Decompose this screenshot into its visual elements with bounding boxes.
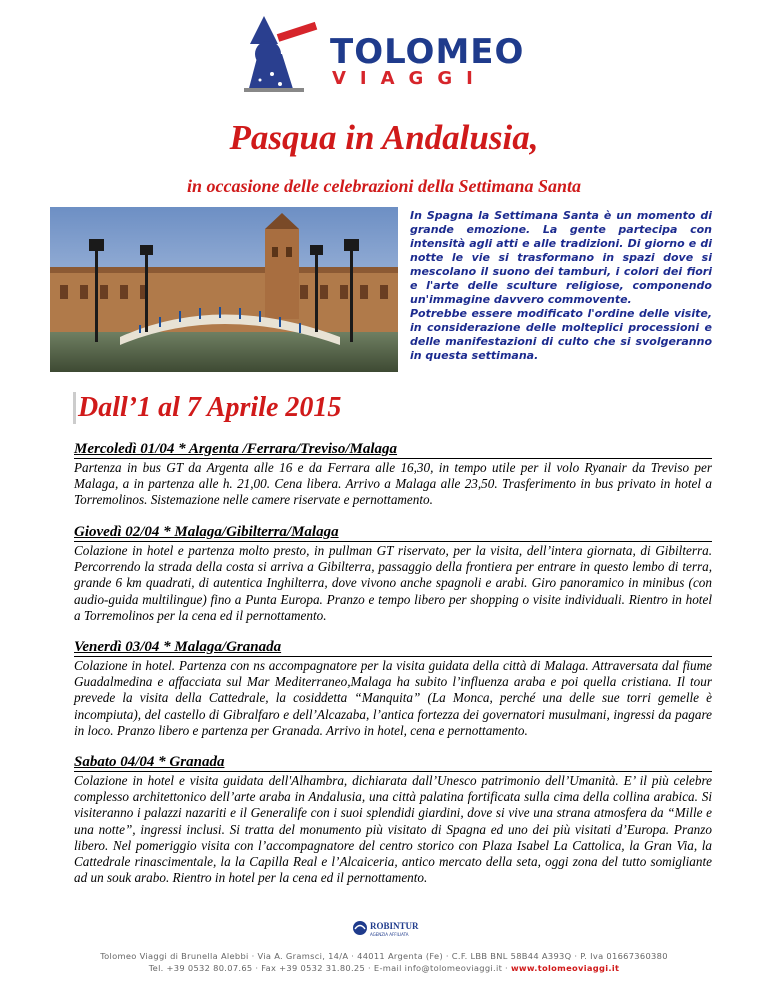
dates-heading: Dall’1 al 7 Aprile 2015: [73, 392, 341, 424]
robintur-logo: [352, 918, 419, 942]
day-heading: Venerdì 03/04 * Malaga/Granada: [74, 638, 712, 657]
logo-subwordmark: VIAGGI: [332, 68, 487, 89]
day-section: [74, 638, 712, 739]
footer-address: Tolomeo Viaggi di Brunella Alebbi · Via A. Gramsci, 14/A · 44011 Argenta (Fe) · C.F. LBB BNL 58B44 A393Q · P. Iva 01667360380: [100, 951, 668, 961]
logo-wordmark: TOLOMEO: [330, 32, 525, 72]
plaza-de-espana-photo: [50, 207, 398, 372]
day-heading: Giovedì 02/04 * Malaga/Gibilterra/Malaga: [74, 523, 712, 542]
footer-contacts: [0, 963, 768, 973]
footer-website-link[interactable]: www.tolomeoviaggi.it: [510, 963, 620, 973]
page-title: Pasqua in Andalusia,: [229, 118, 539, 157]
day-description: Colazione in hotel. Partenza con ns accompagnatore per la visita guidata della città di Malaga. Attraversata dal fiume Guadalmedina e affacciata sul Mar Mediterraneo,Malaga ha subito l’influenza araba e poi quella cristiana. Il tour prevede la visita della Cattedrale, la cosiddetta “Manquita” (La Monca, perché una delle sue torri gemelle è incompiuta), del castello di Gibralfaro e dell’Alcazaba, l’antica fortezza dei governatori musulmani, ingressi da pagare in loco. Pranzo libero e partenza per Granada. Arrivo in hotel, cena e pernottamento.: [74, 658, 712, 738]
intro-note: Potrebbe essere modificato l'ordine delle visite, in considerazione delle molteplici processioni e delle manifestazioni di culto che si svolgeranno in questa settimana.: [410, 307, 712, 362]
day-section: [74, 753, 712, 886]
page-subtitle: in occasione delle celebrazioni della Settimana Santa: [187, 176, 581, 196]
day-heading: Sabato 04/04 * Granada: [74, 753, 712, 772]
day-description: Colazione in hotel e visita guidata dell'Alhambra, dichiarata dall’Unesco patrimonio dell’Umanità. E’ il più celebre complesso architettonico dell’arte araba in Andalusia, una città palatina fortificata sulla cima della collina arabica. Si visiteranno i palazzi nazariti e il Generalife con i suoi splendidi giardini, dove si vive una strana atmosfera da “Mille e una notte”, ingressi inclusi. Si tratta del monumento più visitato di Spagna ed uno dei più visitati d’Europa. Pranzo libero. Nel pomeriggio visita con l’accompagnatore del centro storico con Plaza Isabel La Cattolica, la Gran Via, la Cattedrale rinascimentale, la la Capilla Real e l’Alcaiceria, antico mercato della seta, oggi zona del tutto somigliante ad un souk arabo. Rientro in hotel per la cena ed il pernottamento.: [74, 773, 712, 886]
astronomer-icon: [238, 14, 330, 94]
intro-text: [410, 209, 712, 363]
footer-phone-email: Tel. +39 0532 80.07.65 · Fax +39 0532 31.80.25 · E-mail info@tolomeoviaggi.it ·: [148, 963, 511, 973]
intro-paragraph: In Spagna la Settimana Santa è un momento di grande emozione. La gente partecipa con intensità agli atti e alle tradizioni. Di giorno e di notte le vie si trasformano in spazi dove si mescolano il suono dei tamburi, i colori dei fiori e l'arte delle sculture religiose, componendo un'immagine davvero commovente.: [410, 209, 712, 306]
day-description: Partenza in bus GT da Argenta alle 16 e da Ferrara alle 16,30, in tempo utile per il volo Ryanair da Treviso per Malaga, a in partenza alle h. 21,00. Cena libera. Arrivo a Malaga alle 23,50. Trasferimento in bus privato in hotel a Torremolinos. Sistemazione nelle camere riservate e pernottamento.: [74, 460, 712, 508]
robintur-icon: [352, 920, 368, 936]
day-heading: Mercoledì 01/04 * Argenta /Ferrara/Treviso/Malaga: [74, 440, 712, 459]
robintur-subtitle: AGENZIA AFFILIATA: [370, 932, 409, 937]
tolomeo-logo: [238, 14, 528, 94]
day-description: Colazione in hotel e partenza molto presto, in pullman GT riservato, per la visita, dell’intera giornata, di Gibilterra. Percorrendo la strada della costa si arriva a Gibilterra, passaggio della frontiera per entrare in questo lembo di terra, grande 6 km quadrati, di autentica Inghilterra, dove vivono anche spagnoli e arabi. Giro panoramico in minibus (con audio-guida multilingue) fino a Punta Europa. Pranzo e tempo libero per shopping o visite individuali. Rientro in hotel a Torremolinos per la cena ed il pernottamento.: [74, 543, 712, 623]
day-section: [74, 523, 712, 624]
robintur-name: ROBINTUR: [370, 921, 419, 931]
day-section: [74, 440, 712, 509]
